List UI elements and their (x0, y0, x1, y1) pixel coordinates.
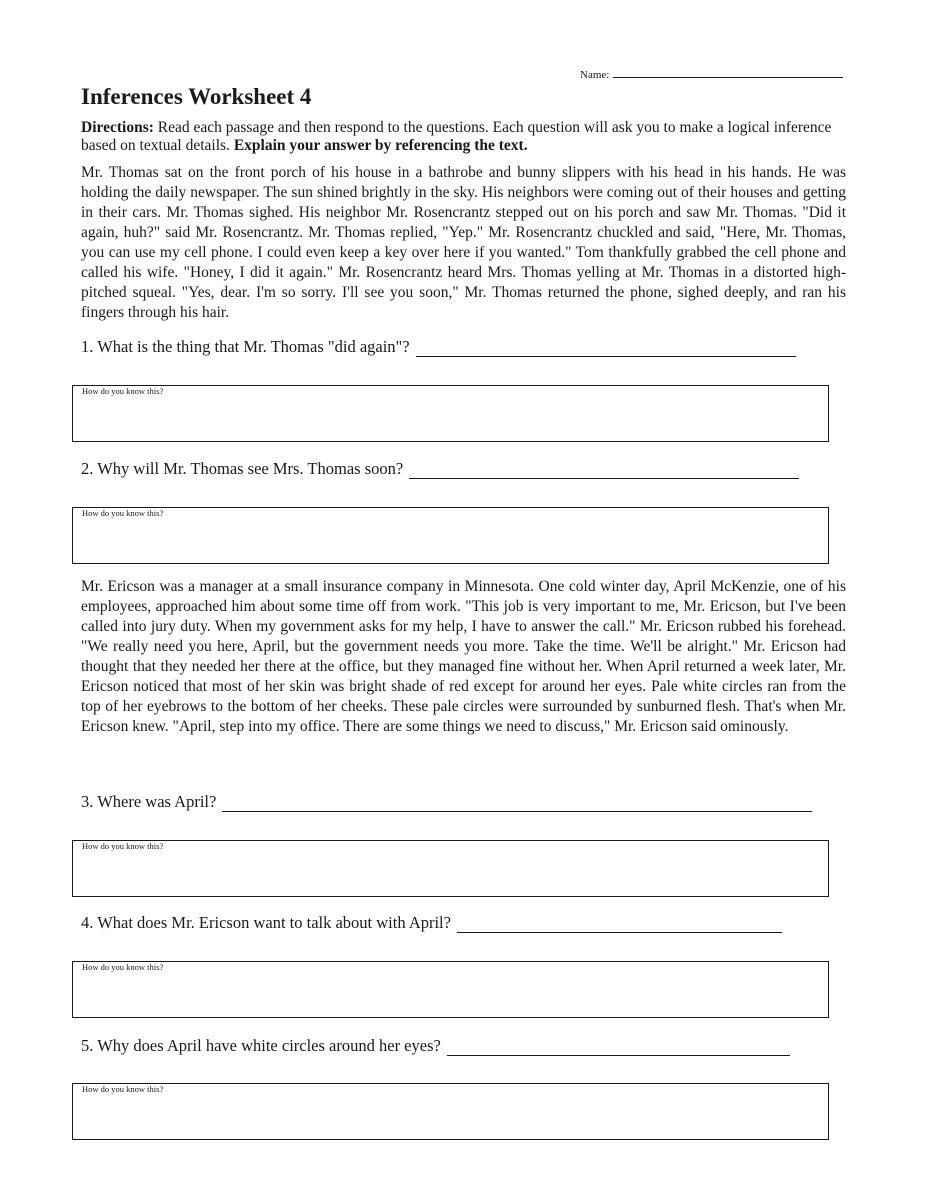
answer-box-3[interactable] (72, 840, 829, 897)
question-2-text: 2. Why will Mr. Thomas see Mrs. Thomas soon? (81, 459, 404, 478)
question-5 (81, 1036, 790, 1056)
question-4-answer-line[interactable] (457, 918, 782, 933)
question-1 (81, 337, 796, 357)
answer-box-5-label: How do you know this? (82, 1084, 164, 1094)
question-3-answer-line[interactable] (222, 797, 812, 812)
question-1-text: 1. What is the thing that Mr. Thomas "did again"? (81, 337, 410, 356)
answer-box-1[interactable] (72, 385, 829, 442)
directions (81, 119, 851, 155)
question-5-text: 5. Why does April have white circles around her eyes? (81, 1036, 441, 1055)
question-2-answer-line[interactable] (409, 464, 799, 479)
answer-box-2[interactable] (72, 507, 829, 564)
passage-1: Mr. Thomas sat on the front porch of his house in a bathrobe and bunny slippers with his head in his hands. He was holding the daily newspaper. The sun shined brightly in the sky. His neighbors were coming out of their houses and getting in their cars. Mr. Thomas sighed. His neighbor Mr. Rosencrantz stepped out on his porch and saw Mr. Thomas. "Did it again, huh?" said Mr. Rosencrantz. Mr. Thomas replied, "Yep." Mr. Rosencrantz chuckled and said, "Here, Mr. Thomas, you can use my cell phone. I could even keep a key over here if you wanted." Tom thankfully grabbed the cell phone and called his wife. "Honey, I did it again." Mr. Rosencrantz heard Mrs. Thomas yelling at Mr. Thomas in a distorted high-pitched squeal. "Yes, dear. I'm so sorry. I'll see you soon," Mr. Thomas returned the phone, sighed deeply, and ran his fingers through his hair. (81, 164, 846, 321)
question-3 (81, 792, 812, 812)
page-title: Inferences Worksheet 4 (81, 84, 312, 109)
answer-box-2-label: How do you know this? (82, 508, 164, 518)
directions-emphasis: Explain your answer by referencing the text. (233, 137, 528, 154)
question-2 (81, 459, 799, 479)
name-field (580, 67, 843, 81)
question-1-answer-line[interactable] (416, 342, 796, 357)
answer-box-4[interactable] (72, 961, 829, 1018)
question-5-answer-line[interactable] (447, 1041, 790, 1056)
directions-text: Read each passage and then respond to the questions. Each question will ask you to make a logical inference based on textual details. (81, 119, 832, 154)
answer-box-5[interactable] (72, 1083, 829, 1140)
answer-box-4-label: How do you know this? (82, 962, 164, 972)
passage-2: Mr. Ericson was a manager at a small insurance company in Minnesota. One cold winter day, April McKenzie, one of his employees, approached him about some time off from work. "This job is very important to me, Mr. Ericson, but I've been called into jury duty. When my government asks for my help, I have to answer the call." Mr. Ericson rubbed his forehead. "We really need you here, April, but the government needs you more. Take the time. We'll be alright." Mr. Ericson had thought that they needed her there at the office, but they managed fine without her. When April returned a week later, Mr. Ericson noticed that most of her skin was bright shade of red except for around her eyes. Pale white circles ran from the top of her eyebrows to the bottom of her cheeks. These pale circles were surrounded by sunburned flesh. That's when Mr. Ericson knew. "April, step into my office. There are some things we need to discuss," Mr. Ericson said ominously. (81, 578, 846, 735)
answer-box-3-label: How do you know this? (82, 841, 164, 851)
answer-box-1-label: How do you know this? (82, 386, 164, 396)
directions-label: Directions: (81, 119, 154, 136)
name-blank-line[interactable] (613, 67, 843, 78)
name-label: Name: (580, 69, 610, 81)
question-4-text: 4. What does Mr. Ericson want to talk about with April? (81, 913, 451, 932)
question-3-text: 3. Where was April? (81, 792, 217, 811)
question-4 (81, 913, 782, 933)
